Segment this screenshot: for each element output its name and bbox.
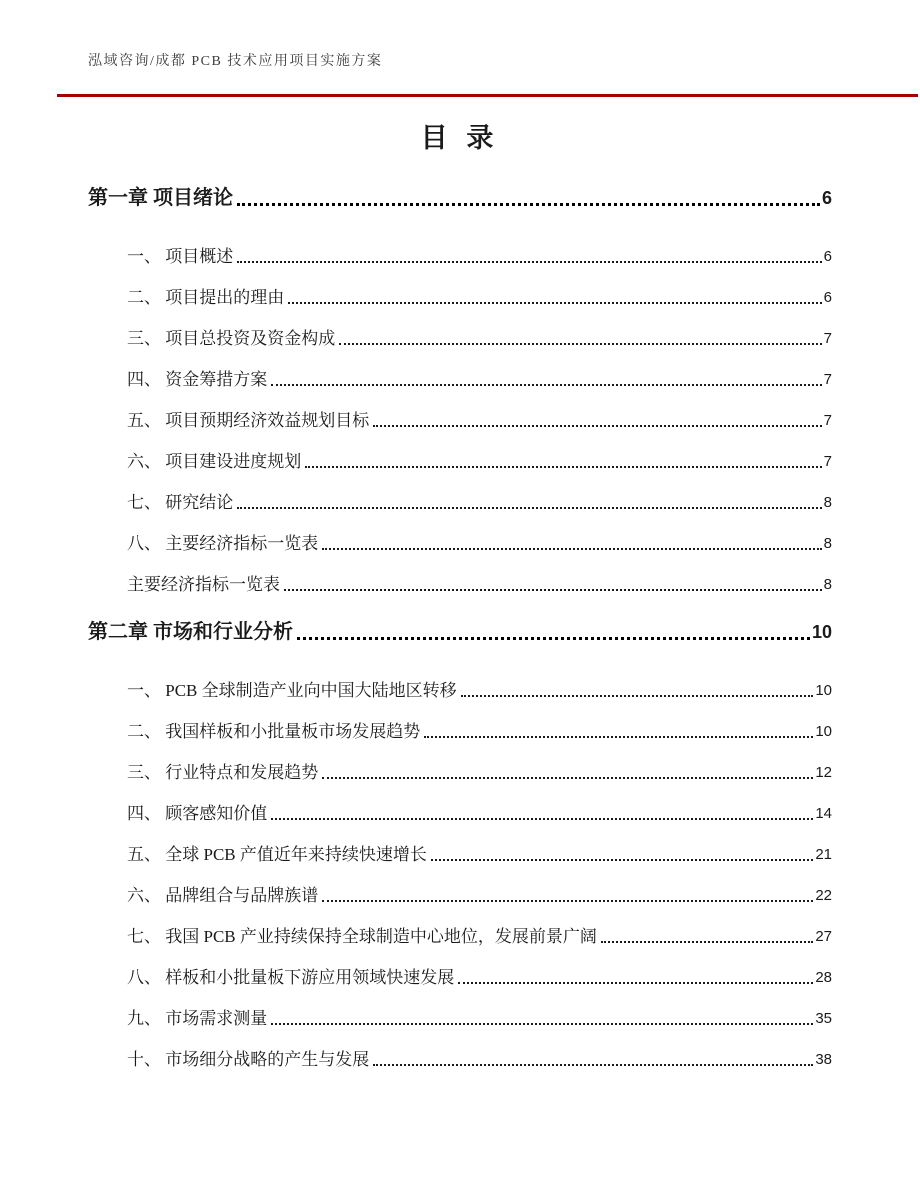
- toc-entry[interactable]: [88, 885, 832, 926]
- toc-entry[interactable]: [88, 492, 832, 533]
- toc-entry[interactable]: [88, 287, 832, 328]
- toc-leader-dots: [288, 287, 821, 304]
- toc-page-number: 8: [823, 494, 832, 511]
- toc-leader-dots: [461, 680, 814, 697]
- toc-entry-label: 八、 主要经济指标一览表: [127, 534, 319, 553]
- toc-page-number: 7: [823, 412, 832, 429]
- toc-entry[interactable]: [88, 762, 832, 803]
- toc-leader-dots: [424, 721, 813, 738]
- toc-entry[interactable]: [88, 410, 832, 451]
- toc-entry[interactable]: [88, 620, 832, 665]
- toc-page-number: 38: [815, 1051, 832, 1068]
- toc-entry[interactable]: [88, 803, 832, 844]
- toc-leader-dots: [237, 186, 820, 206]
- toc-entry[interactable]: [88, 1008, 832, 1049]
- toc-page-number: 6: [821, 188, 832, 208]
- toc-leader-dots: [297, 620, 810, 640]
- header-divider-rule: [57, 94, 918, 97]
- toc-leader-dots: [271, 1008, 813, 1025]
- toc-entry-label: 第二章 市场和行业分析: [88, 621, 293, 643]
- toc-entry-label: 六、 品牌组合与品牌族谱: [127, 886, 319, 905]
- document-header-title: 泓域咨询/成都 PCB 技术应用项目实施方案: [88, 54, 383, 69]
- toc-page-number: 7: [823, 330, 832, 347]
- toc-page-number: 7: [823, 453, 832, 470]
- toc-entry-label: 二、 项目提出的理由: [127, 288, 285, 307]
- page-title: 目 录: [420, 123, 500, 153]
- toc-entry[interactable]: [88, 1049, 832, 1090]
- toc-page-number: 21: [815, 846, 832, 863]
- toc-entry-label: 四、 资金筹措方案: [127, 370, 268, 389]
- toc-page-number: 10: [815, 723, 832, 740]
- toc-page-number: 27: [815, 928, 832, 945]
- toc-leader-dots: [271, 803, 813, 820]
- toc-entry-label: 七、 研究结论: [127, 493, 234, 512]
- toc-leader-dots: [237, 492, 821, 509]
- toc-entry[interactable]: [88, 328, 832, 369]
- toc-leader-dots: [305, 451, 821, 468]
- toc-leader-dots: [322, 533, 821, 550]
- toc-entry-label: 十、 市场细分战略的产生与发展: [127, 1050, 370, 1069]
- toc-leader-dots: [431, 844, 813, 861]
- toc-page-number: 8: [823, 576, 832, 593]
- toc-entry-label: 六、 项目建设进度规划: [127, 452, 302, 471]
- toc-leader-dots: [373, 410, 821, 427]
- toc-leader-dots: [458, 967, 813, 984]
- toc-entry-label: 九、 市场需求测量: [127, 1009, 268, 1028]
- toc-entry-label: 三、 项目总投资及资金构成: [127, 329, 336, 348]
- toc-entry-label: 八、 样板和小批量板下游应用领域快速发展: [127, 968, 455, 987]
- toc-entry[interactable]: [88, 574, 832, 615]
- toc-leader-dots: [284, 574, 822, 591]
- toc-leader-dots: [373, 1049, 813, 1066]
- toc-page-number: 22: [815, 887, 832, 904]
- toc-entry[interactable]: [88, 451, 832, 492]
- toc-page-number: 6: [823, 248, 832, 265]
- toc-page-number: 7: [823, 371, 832, 388]
- table-of-contents: [88, 181, 832, 1090]
- toc-entry-label: 主要经济指标一览表: [127, 575, 280, 594]
- toc-entry-label: 七、 我国 PCB 产业持续保持全球制造中心地位，发展前景广阔: [127, 927, 597, 946]
- toc-leader-dots: [339, 328, 821, 345]
- toc-entry[interactable]: [88, 246, 832, 287]
- toc-page-number: 10: [815, 682, 832, 699]
- toc-page-number: 8: [823, 535, 832, 552]
- toc-entry-label: 五、 项目预期经济效益规划目标: [127, 411, 370, 430]
- toc-leader-dots: [237, 246, 821, 263]
- toc-entry-label: 二、 我国样板和小批量板市场发展趋势: [127, 722, 421, 741]
- toc-leader-dots: [322, 762, 813, 779]
- toc-entry-label: 四、 顾客感知价值: [127, 804, 268, 823]
- toc-entry[interactable]: [88, 680, 832, 721]
- toc-leader-dots: [601, 926, 813, 943]
- toc-page-number: 12: [815, 764, 832, 781]
- toc-page-number: 6: [823, 289, 832, 306]
- toc-entry-label: 一、 PCB 全球制造产业向中国大陆地区转移: [127, 681, 457, 700]
- toc-entry-label: 五、 全球 PCB 产值近年来持续快速增长: [127, 845, 427, 864]
- toc-leader-dots: [322, 885, 813, 902]
- toc-entry[interactable]: [88, 844, 832, 885]
- toc-page-number: 28: [815, 969, 832, 986]
- toc-entry[interactable]: [88, 186, 832, 231]
- toc-entry[interactable]: [88, 369, 832, 410]
- toc-page-number: 10: [811, 622, 832, 642]
- toc-entry[interactable]: [88, 967, 832, 1008]
- toc-entry-label: 第一章 项目绪论: [88, 187, 233, 209]
- toc-entry[interactable]: [88, 721, 832, 762]
- toc-entry-label: 三、 行业特点和发展趋势: [127, 763, 319, 782]
- toc-page-number: 14: [815, 805, 832, 822]
- toc-entry[interactable]: [88, 533, 832, 574]
- toc-entry[interactable]: [88, 926, 832, 967]
- toc-page-number: 35: [815, 1010, 832, 1027]
- toc-leader-dots: [271, 369, 821, 386]
- toc-entry-label: 一、 项目概述: [127, 247, 234, 266]
